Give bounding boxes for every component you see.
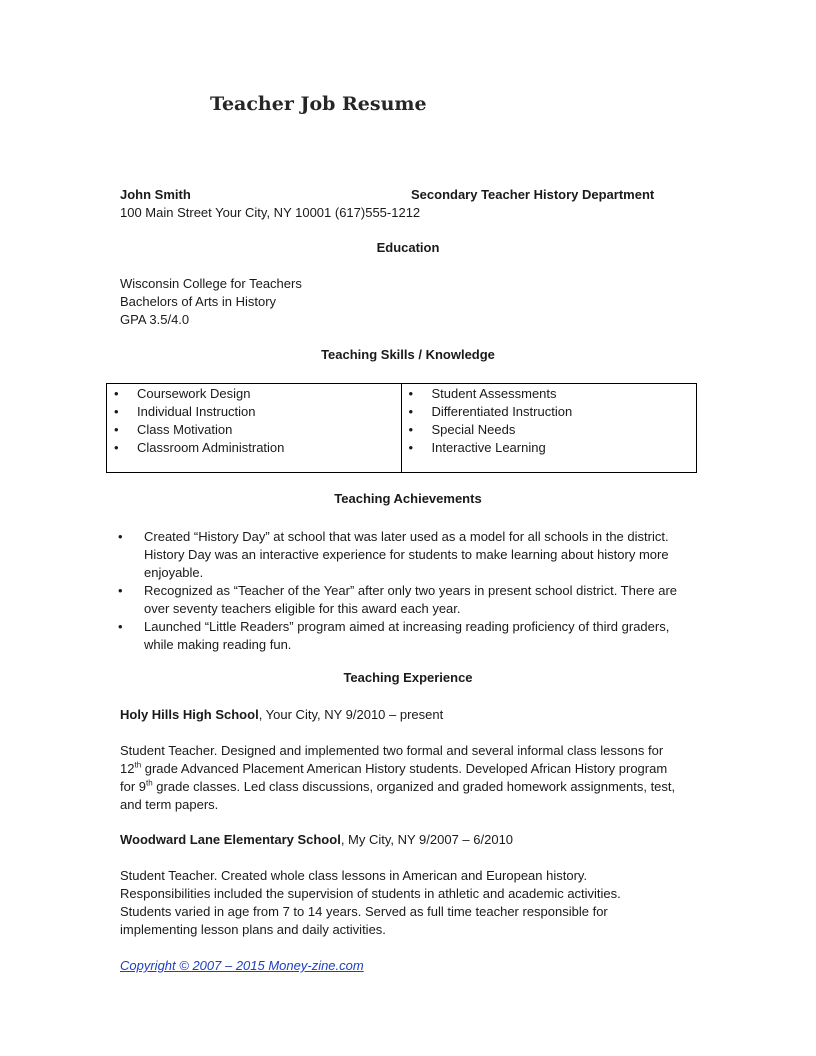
job-line: Students varied in age from 7 to 14 years. Served as full time teacher responsible for [120,904,608,919]
education-line: Bachelors of Arts in History [120,294,277,309]
skill-label: Interactive Learning [431,440,546,455]
job-line: Responsibilities included the supervision of students in athletic and academic activities. [120,886,621,901]
job-details: , Your City, NY 9/2010 – present [258,707,444,722]
skill-label: Student Assessments [431,386,557,401]
job-line: implementing lesson plans and daily activities. [120,922,386,937]
achievement-item [118,528,708,582]
page-title: Teacher Job Resume [210,93,427,115]
skill-label: Individual Instruction [137,404,256,419]
skills-column-right [402,384,697,472]
job-description [120,867,710,939]
bullet-icon: • [114,404,119,419]
achievement-line: Created “History Day” at school that was later used as a model for all schools in the district. [144,529,669,544]
experience-heading: Teaching Experience [343,670,473,685]
skill-item [402,385,697,403]
skill-label: Classroom Administration [137,440,285,455]
skill-item [402,421,697,439]
education-line: GPA 3.5/4.0 [120,312,190,327]
achievement-item [118,582,708,618]
job-description [120,742,710,814]
bullet-icon: • [408,422,414,437]
job-line [120,778,710,796]
bullet-icon: • [114,386,119,401]
copyright-link[interactable]: Copyright © 2007 – 2015 Money-zine.com [120,958,364,973]
candidate-name: John Smith [120,187,191,202]
skill-item [107,403,401,421]
skills-column-left [107,384,402,472]
superscript: th [146,778,153,788]
bullet-icon: • [408,404,414,419]
job-line-part: grade Advanced Placement American History students. Developed African History program [141,761,668,776]
job-header [120,706,710,724]
job-line: Student Teacher. Created whole class lessons in American and European history. [120,868,588,883]
bullet-icon: • [408,386,414,401]
skills-table [106,383,697,473]
achievement-line: History Day was an interactive experience for students to make learning about history more [144,547,669,562]
job-line: and term papers. [120,797,219,812]
bullet-icon: • [114,422,119,437]
bullet-icon: • [118,529,123,544]
bullet-icon: • [114,440,119,455]
skill-item [107,421,401,439]
skills-heading: Teaching Skills / Knowledge [321,347,495,362]
skill-item [107,439,401,457]
bullet-icon: • [408,440,414,455]
job-line [120,760,710,778]
school-name: Woodward Lane Elementary School [120,832,341,847]
bullet-icon: • [118,583,123,598]
skill-label: Differentiated Instruction [431,404,573,419]
contact-address: 100 Main Street Your City, NY 10001 (617)555-1212 [120,205,421,220]
skill-label: Coursework Design [137,386,251,401]
job-line-part: for 9 [120,779,147,794]
achievement-line: Recognized as “Teacher of the Year” after only two years in present school district. There are [144,583,678,598]
achievement-item [118,618,708,654]
superscript: th [134,760,142,770]
achievement-line: enjoyable. [144,565,204,580]
job-details: , My City, NY 9/2007 – 6/2010 [340,832,514,847]
job-line: Student Teacher. Designed and implemented two formal and several informal class lessons for [120,743,664,758]
achievements-list [118,528,708,654]
achievements-heading: Teaching Achievements [334,491,482,506]
education-heading: Education [376,240,440,255]
job-line-part: grade classes. Led class discussions, organized and graded homework assignments, test, [152,779,676,794]
skill-item [402,403,697,421]
skill-label: Class Motivation [137,422,233,437]
achievement-line: over seventy teachers eligible for this award each year. [144,601,461,616]
skill-item [402,439,697,457]
achievement-line: while making reading fun. [144,637,292,652]
bullet-icon: • [118,619,123,634]
skill-label: Special Needs [431,422,516,437]
position-title: Secondary Teacher History Department [411,187,655,202]
job-line-part: 12 [120,761,135,776]
achievement-line: Launched “Little Readers” program aimed at increasing reading proficiency of third graders, [144,619,670,634]
education-line: Wisconsin College for Teachers [120,276,302,291]
job-header [120,831,710,849]
education-block [120,275,302,329]
skill-item [107,385,401,403]
school-name: Holy Hills High School [120,707,259,722]
